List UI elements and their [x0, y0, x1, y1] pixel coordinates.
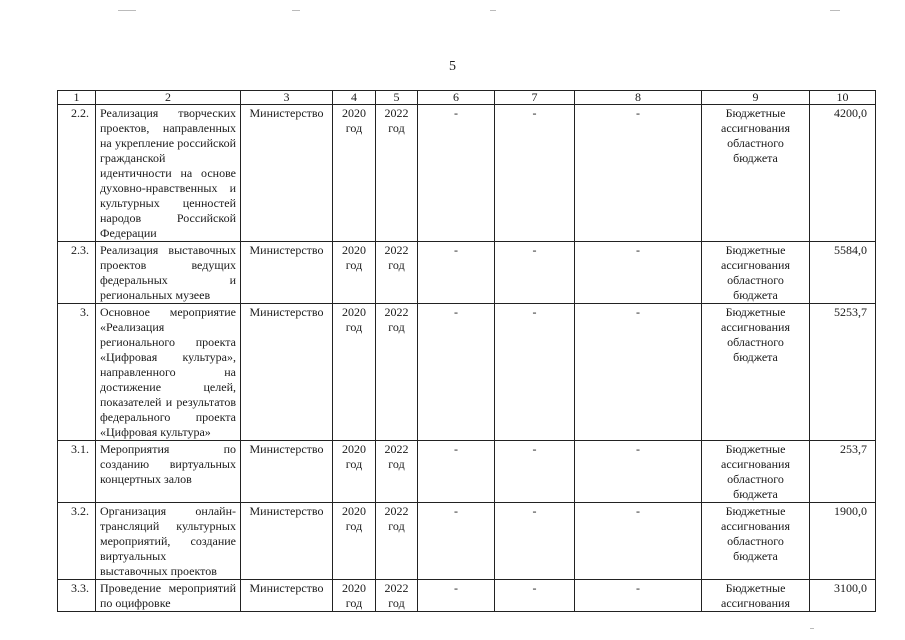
amount: 253,7 [810, 441, 876, 503]
col6-value: - [418, 242, 495, 304]
measure-name: Проведение мероприятий по оцифровке [96, 580, 241, 612]
col-header-8: 8 [575, 91, 702, 105]
scan-speck [118, 10, 136, 11]
start-year: 2020 год [333, 304, 376, 441]
funding-source: Бюджетные ассигнования областного бюджета [702, 242, 810, 304]
row-number: 2.2. [58, 105, 96, 242]
col6-value: - [418, 304, 495, 441]
funding-source: Бюджетные ассигнования [702, 580, 810, 612]
start-year: 2020 год [333, 580, 376, 612]
row-number: 3.2. [58, 503, 96, 580]
end-year: 2022 год [376, 441, 418, 503]
row-number: 3.1. [58, 441, 96, 503]
funding-source: Бюджетные ассигнования областного бюджета [702, 105, 810, 242]
executor: Министерство [241, 503, 333, 580]
row-number: 3.3. [58, 580, 96, 612]
funding-source: Бюджетные ассигнования областного бюджета [702, 503, 810, 580]
col-header-7: 7 [495, 91, 575, 105]
col-header-6: 6 [418, 91, 495, 105]
col6-value: - [418, 503, 495, 580]
scan-speck [830, 10, 840, 11]
funding-source: Бюджетные ассигнования областного бюджета [702, 304, 810, 441]
col-header-4: 4 [333, 91, 376, 105]
scan-speck [292, 10, 300, 11]
col7-value: - [495, 105, 575, 242]
row-number: 3. [58, 304, 96, 441]
end-year: 2022 год [376, 304, 418, 441]
executor: Министерство [241, 441, 333, 503]
amount: 3100,0 [810, 580, 876, 612]
col7-value: - [495, 242, 575, 304]
funding-source: Бюджетные ассигнования областного бюджета [702, 441, 810, 503]
end-year: 2022 год [376, 242, 418, 304]
col-header-1: 1 [58, 91, 96, 105]
executor: Министерство [241, 242, 333, 304]
start-year: 2020 год [333, 105, 376, 242]
table-row [58, 242, 876, 304]
col6-value: - [418, 105, 495, 242]
amount: 5253,7 [810, 304, 876, 441]
start-year: 2020 год [333, 503, 376, 580]
table-row [58, 503, 876, 580]
col8-value: - [575, 304, 702, 441]
measures-table [57, 90, 876, 612]
col8-value: - [575, 242, 702, 304]
col-header-3: 3 [241, 91, 333, 105]
amount: 4200,0 [810, 105, 876, 242]
amount: 1900,0 [810, 503, 876, 580]
col8-value: - [575, 503, 702, 580]
measure-name: Основное мероприятие «Реализация регионального проекта «Цифровая культура», направленного на достижение целей, показателей и результатов федерального проекта «Цифровая культура» [96, 304, 241, 441]
measure-name: Реализация творческих проектов, направленных на укрепление российской гражданской идентичности на основе духовно-нравственных и культурных ценностей народов Российской Федерации [96, 105, 241, 242]
col8-value: - [575, 105, 702, 242]
executor: Министерство [241, 304, 333, 441]
table-row [58, 441, 876, 503]
end-year: 2022 год [376, 105, 418, 242]
col6-value: - [418, 580, 495, 612]
row-number: 2.3. [58, 242, 96, 304]
executor: Министерство [241, 580, 333, 612]
col8-value: - [575, 580, 702, 612]
page-number: 5 [449, 59, 456, 74]
measure-name: Реализация выставочных проектов ведущих федеральных и региональных музеев [96, 242, 241, 304]
measure-name: Организация онлайн-трансляций культурных мероприятий, создание виртуальных выставочных проектов [96, 503, 241, 580]
scan-speck [490, 10, 496, 11]
executor: Министерство [241, 105, 333, 242]
end-year: 2022 год [376, 580, 418, 612]
col-header-5: 5 [376, 91, 418, 105]
col-header-2: 2 [96, 91, 241, 105]
table-row [58, 105, 876, 242]
amount: 5584,0 [810, 242, 876, 304]
col7-value: - [495, 503, 575, 580]
scan-speck [810, 628, 814, 629]
table-row [58, 304, 876, 441]
start-year: 2020 год [333, 242, 376, 304]
col6-value: - [418, 441, 495, 503]
col-header-10: 10 [810, 91, 876, 105]
end-year: 2022 год [376, 503, 418, 580]
measure-name: Мероприятия по созданию виртуальных концертных залов [96, 441, 241, 503]
header-row [58, 91, 876, 105]
col8-value: - [575, 441, 702, 503]
start-year: 2020 год [333, 441, 376, 503]
col7-value: - [495, 441, 575, 503]
table-row [58, 580, 876, 612]
col7-value: - [495, 304, 575, 441]
col7-value: - [495, 580, 575, 612]
col-header-9: 9 [702, 91, 810, 105]
